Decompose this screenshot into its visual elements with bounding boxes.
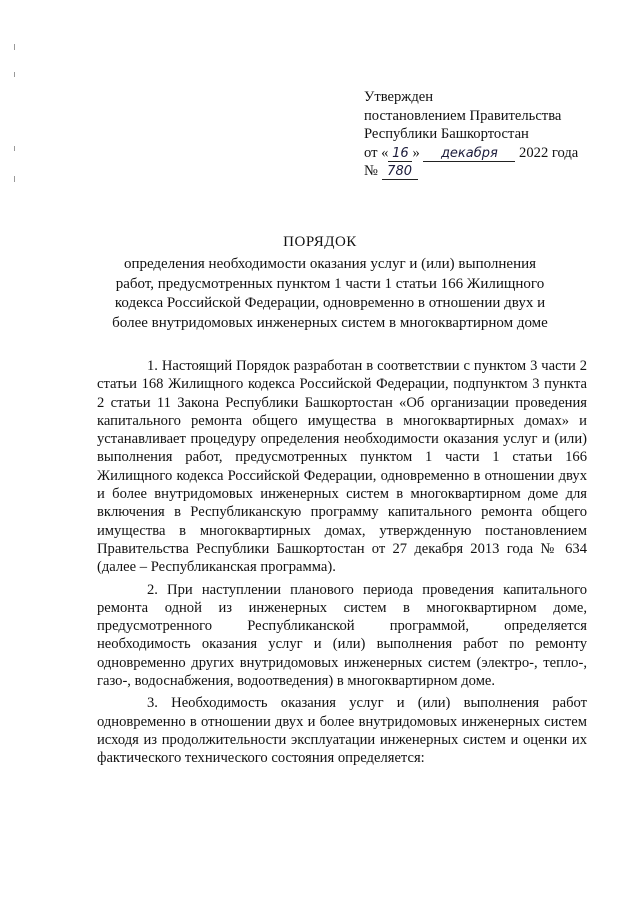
- date-prefix: от «: [364, 144, 389, 161]
- document-body: [97, 357, 587, 772]
- number-value: 780: [382, 164, 418, 180]
- approval-line: Республики Башкортостан: [364, 126, 529, 142]
- document-subtitle: определения необходимости оказания услуг и (или) выполнения работ, предусмотренных пунктом 1 части 1 статьи 166 Жилищного кодекса Российской Федерации, одновременно в отношении двух и более внутридомовых инженерных систем в многоквартирном доме: [112, 256, 548, 331]
- paragraph: 3. Необходимость оказания услуг и (или) выполнения работ одновременно в отношении двух и более внутридомовых инженерных систем исходя из продолжительности эксплуатации инженерных систем и оценки их фактического технического состояния определяется:: [97, 695, 587, 767]
- date-day: 16: [388, 146, 412, 162]
- approval-number: [364, 162, 634, 181]
- paragraph: 2. При наступлении планового периода проведения капитального ремонта одной из инженерных систем в многоквартирном доме, предусмотренного Республиканской программой, определяется необходимость оказания услуг и (или) выполнения работ по ремонту одновременно других внутридомовых инженерных систем (электро-, тепло-, газо-, водоснабжения, водоотведения) в многоквартирном доме.: [97, 581, 587, 690]
- approval-stamp-block: [364, 88, 634, 181]
- date-month: декабря: [423, 146, 515, 162]
- scan-edge-mark: [14, 72, 15, 77]
- approval-line: Утвержден: [364, 89, 434, 105]
- approval-date: [364, 144, 634, 163]
- date-mid: »: [412, 144, 420, 161]
- scan-edge-mark: [14, 176, 15, 182]
- scan-edge-mark: [14, 44, 15, 50]
- scan-edge-mark: [14, 146, 15, 151]
- date-year: 2022 года: [519, 144, 579, 161]
- document-title: ПОРЯДОК: [283, 234, 357, 250]
- number-prefix: №: [364, 163, 378, 179]
- paragraph: 1. Настоящий Порядок разработан в соответствии с пунктом 3 части 2 статьи 168 Жилищного кодекса Российской Федерации, подпунктом 3 пункта 2 статьи 11 Закона Республики Башкортостан «Об организации проведения капитального ремонта общего имущества в многоквартирных домах» и устанавливает процедуру определения необходимости оказания услуг и (или) выполнения работ, предусмотренных пунктом 1 части 1 статьи 166 Жилищного кодекса Российской Федерации, одновременно в отношении двух и более внутридомовых инженерных систем в многоквартирном доме для включения в Республиканскую программу капитального ремонта общего имущества в многоквартирных домах, утвержденную постановлением Правительства Республики Башкортостан от 27 декабря 2013 года № 634 (далее – Республиканская программа).: [97, 358, 587, 576]
- approval-line: постановлением Правительства: [364, 107, 562, 124]
